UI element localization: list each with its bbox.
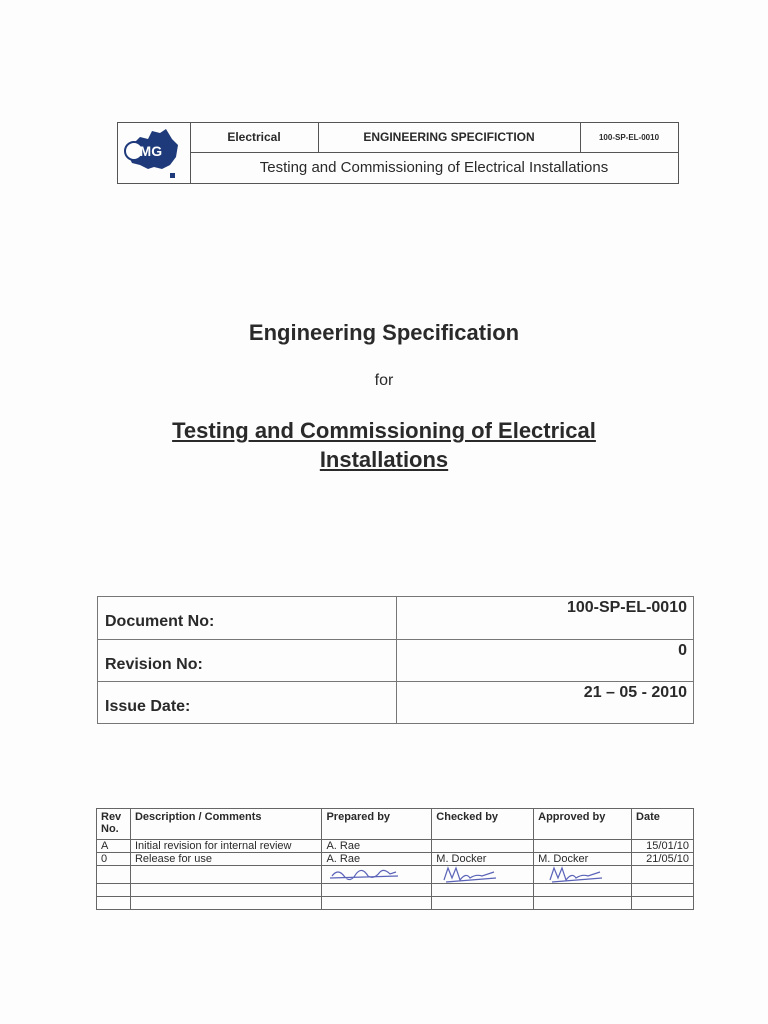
document-number-row [98, 597, 693, 639]
rev-cell: A [97, 840, 131, 853]
table-row [97, 897, 694, 910]
prepared-cell: A. Rae [322, 853, 432, 866]
table-row [97, 884, 694, 897]
col-header-checked: Checked by [432, 809, 534, 840]
header-block [117, 122, 679, 184]
revision-number-row [98, 639, 693, 682]
approved-cell: M. Docker [534, 853, 632, 866]
australia-map-icon [118, 123, 190, 183]
revision-number-value: 0 [678, 642, 687, 659]
description-cell: Initial revision for internal review [130, 840, 321, 853]
header-subtitle: Testing and Commissioning of Electrical Installations [259, 159, 609, 176]
checked-signature [436, 866, 496, 880]
col-header-approved: Approved by [534, 809, 632, 840]
revision-header-row [97, 809, 694, 840]
rev-cell: 0 [97, 853, 131, 866]
issue-date-row [98, 681, 693, 724]
col-header-description: Description / Comments [130, 809, 321, 840]
subject-title [0, 416, 768, 474]
col-header-rev: Rev No. [97, 809, 131, 840]
issue-date-value: 21 – 05 - 2010 [583, 684, 687, 701]
document-info-table [97, 596, 694, 724]
issue-date-label: Issue Date: [105, 698, 191, 715]
col-header-date: Date [632, 809, 694, 840]
col-header-prepared: Prepared by [322, 809, 432, 840]
document-number-value: 100-SP-EL-0010 [566, 599, 687, 616]
signature-row [97, 866, 694, 884]
document-number-label: Document No: [105, 613, 215, 630]
prepared-signature [326, 866, 386, 880]
table-row [97, 840, 694, 853]
approved-signature [538, 866, 598, 880]
date-cell: 21/05/10 [632, 853, 694, 866]
date-cell: 15/01/10 [632, 840, 694, 853]
header-top-row [190, 123, 678, 153]
document-type: ENGINEERING SPECIFICTION [318, 123, 581, 152]
description-cell: Release for use [130, 853, 321, 866]
revision-number-label: Revision No: [105, 656, 203, 673]
logo-text: FMG [131, 143, 163, 159]
revision-table [96, 808, 694, 910]
company-logo [118, 123, 191, 183]
main-title: Engineering Specification [248, 320, 520, 345]
header-doc-number: 100-SP-EL-0010 [598, 133, 660, 142]
discipline: Electrical [190, 123, 319, 152]
prepared-cell: A. Rae [322, 840, 432, 853]
checked-cell: M. Docker [432, 853, 534, 866]
approved-cell [534, 840, 632, 853]
subject-line-1: Testing and Commissioning of Electrical [172, 418, 596, 443]
checked-cell [432, 840, 534, 853]
subject-line-2: Installations [319, 447, 449, 472]
title-connector: for [374, 372, 394, 389]
